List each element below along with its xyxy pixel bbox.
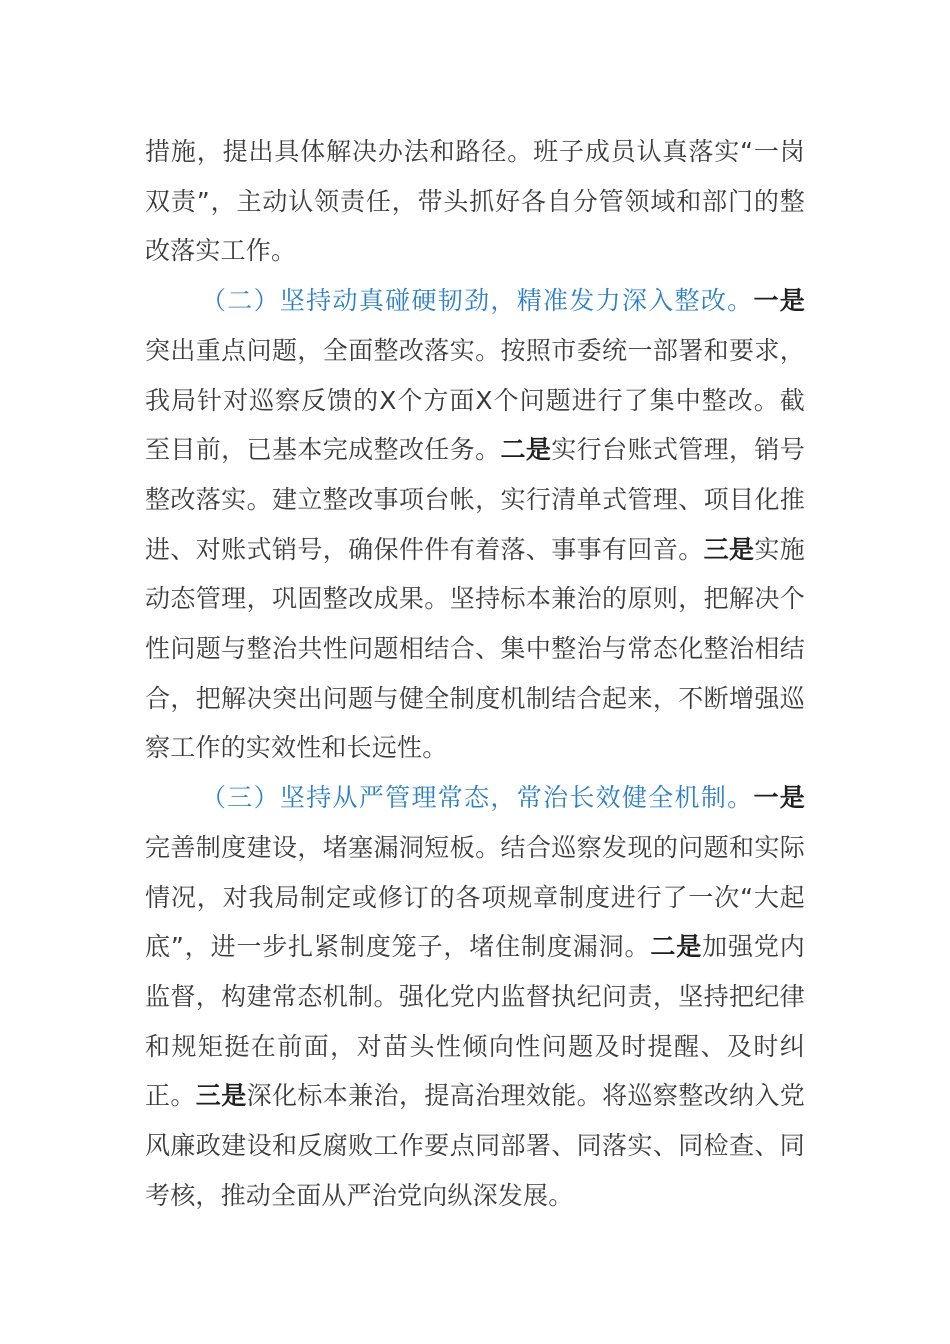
paragraph-1-text: 措施，提出具体解决办法和路径。班子成员认真落实“一岗双责”，主动认领责任，带头抓好各自分管领域和部门的整改落实工作。 <box>145 137 805 266</box>
point-label: 一是 <box>753 286 805 316</box>
point-text: 深化标本兼治，提高治理效能。将巡察整改纳入党风廉政建设和反腐败工作要点同部署、同落实、同检查、同考核，推动全面从严治党向纵深发展。 <box>145 1081 806 1210</box>
paragraph-3 <box>145 773 805 1220</box>
section-heading-3: （三）坚持从严管理常态，常治长效健全机制。 <box>201 783 754 813</box>
point-label: 一是 <box>753 783 805 813</box>
point-text: 实施动态管理，巩固整改成果。坚持标本兼治的原则，把解决个性问题与整治共性问题相结合、集中整治与常态化整治相结合，把解决突出问题与健全制度机制结合起来，不断增强巡察工作的实效性和长远性。 <box>145 534 805 763</box>
point-text: 完善制度建设，堵塞漏洞短板。结合巡察发现的问题和实际情况，对我局制定或修订的各项规章制度进行了一次“大起底”，进一步扎紧制度笼子，堵住制度漏洞。 <box>145 832 805 962</box>
point-label: 二是 <box>500 435 552 465</box>
paragraph-2 <box>145 276 805 773</box>
paragraph-1 <box>145 127 805 276</box>
point-label: 三是 <box>703 534 755 564</box>
point-text: 实行台账式管理，销号整改落实。建立整改事项台帐，实行清单式管理、项目化推进、对账式销号，确保件件有着落、事事有回音。 <box>145 435 805 564</box>
point-label: 二是 <box>650 932 703 962</box>
point-text: 突出重点问题，全面整改落实。按照市委统一部署和要求，我局针对巡察反馈的X个方面X个问题进行了集中整改。截至目前，已基本完成整改任务。 <box>145 335 805 465</box>
point-text: 加强党内监督，构建常态机制。强化党内监督执纪问责，坚持把纪律和规矩挺在前面，对苗头性倾向性问题及时提醒、及时纠正。 <box>145 932 805 1111</box>
point-label: 三是 <box>195 1081 247 1111</box>
section-heading-2: （二）坚持动真碰硬韧劲，精准发力深入整改。 <box>201 286 754 316</box>
document-body <box>145 127 805 1220</box>
